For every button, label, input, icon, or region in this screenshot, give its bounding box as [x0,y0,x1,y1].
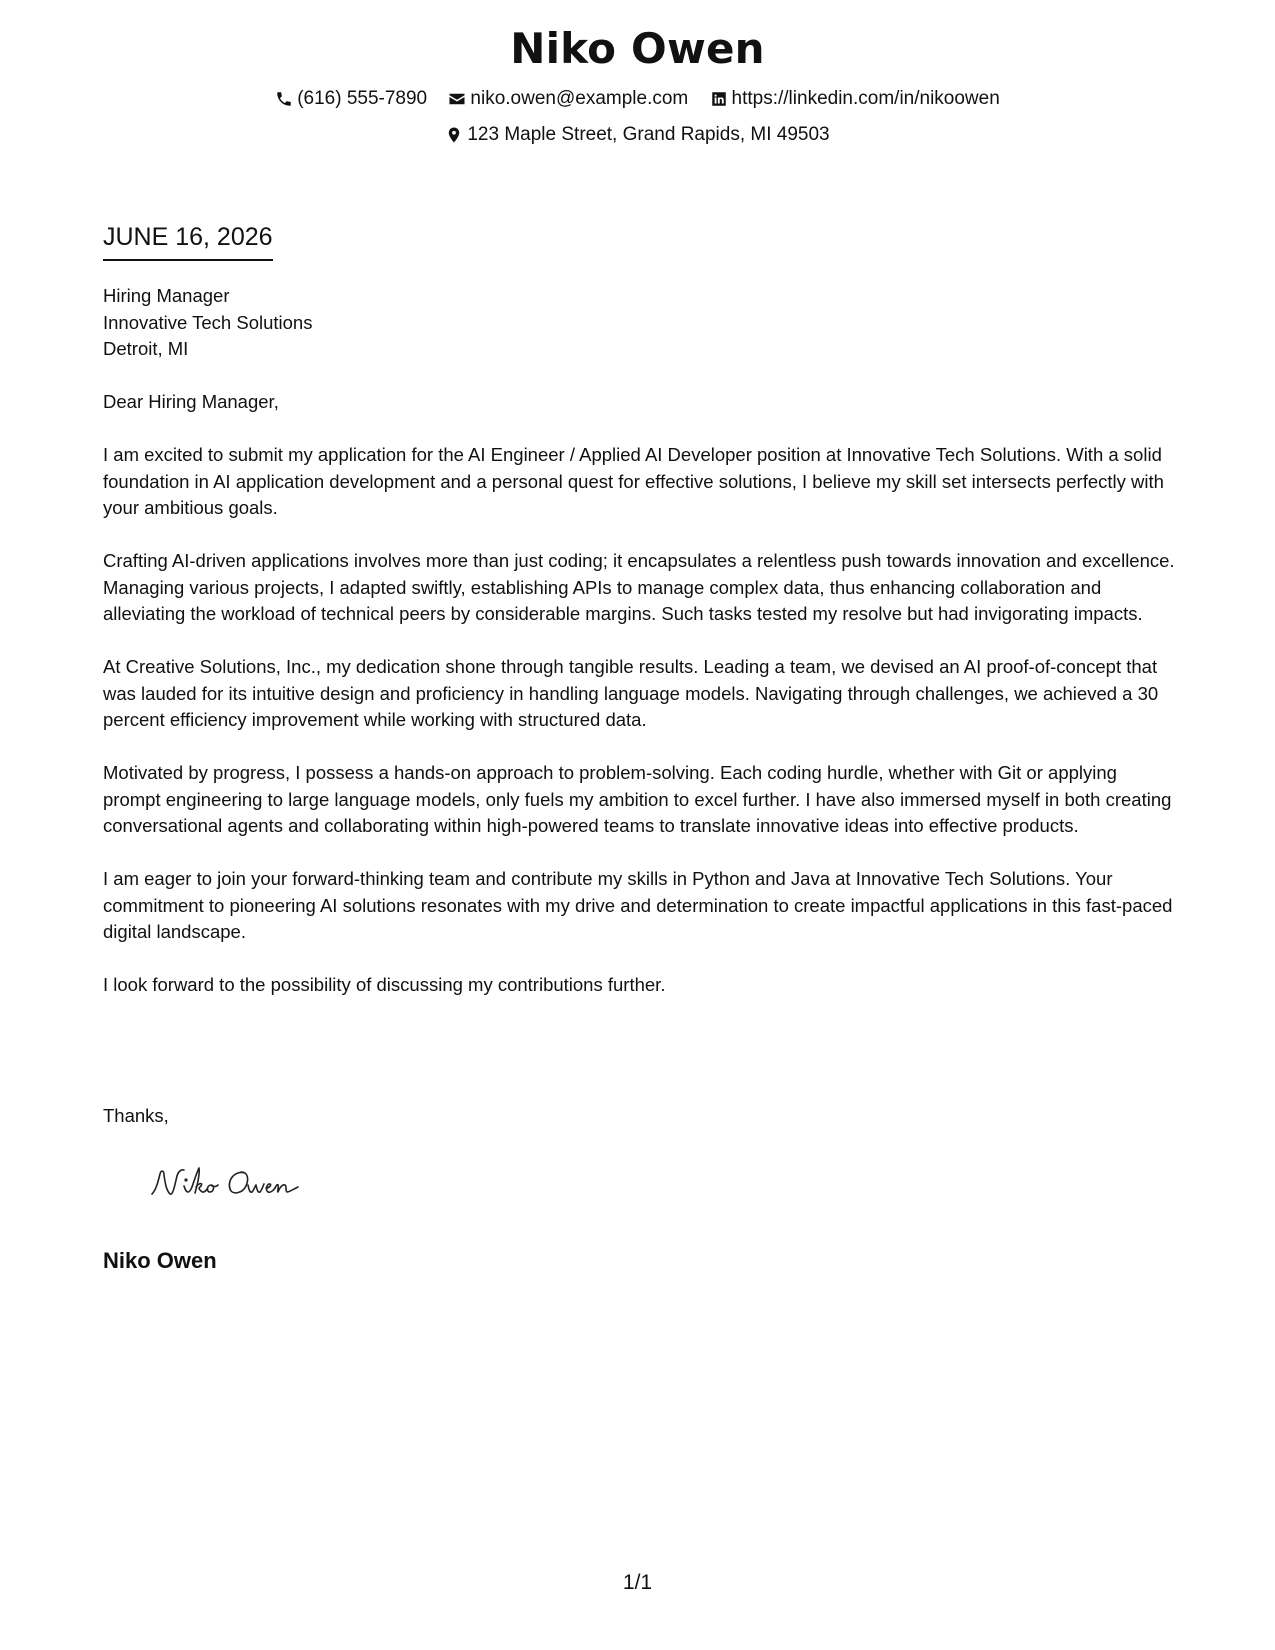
recipient-block [103,283,1178,363]
body-paragraph: I am excited to submit my application for the AI Engineer / Applied AI Developer position at Innovative Tech Solutions. With a solid foundation in AI application development and a personal quest for effective solutions, I believe my skill set intersects perfectly with your ambitious goals. [103,444,1164,518]
body-paragraph: I look forward to the possibility of discussing my contributions further. [103,974,666,995]
contact-phone [275,88,427,110]
letter-body [103,283,1178,1025]
contact-address [445,124,829,146]
map-marker-icon [445,126,463,144]
recipient-title: Hiring Manager [103,285,230,306]
recipient-company: Innovative Tech Solutions [103,311,313,333]
letter-header [0,18,1275,150]
page-number: 1/1 [622,1571,653,1594]
phone-icon [275,90,293,108]
linkedin-link[interactable]: https://linkedin.com/in/nikoowen [731,88,1000,109]
body-paragraph: At Creative Solutions, Inc., my dedication shone through tangible results. Leading a team, we devised an AI proof-of-concept that was lauded for its intuitive design and proficiency in handling language models. Navigating through challenges, we achieved a 30 percent efficiency improvement while working with structured data. [103,656,1159,730]
contact-email[interactable] [448,88,688,110]
letter-date: JUNE 16, 2026 [103,222,273,261]
contact-linkedin[interactable] [710,88,1000,110]
recipient-location: Detroit, MI [103,338,189,359]
salutation: Dear Hiring Manager, [103,391,279,412]
linkedin-icon [710,90,728,108]
body-paragraph: I am eager to join your forward-thinking team and contribute my skills in Python and Java at Innovative Tech Solutions. Your commitment to pioneering AI solutions resonates with my drive and determination to create impactful applications in this fast-paced digital landscape. [103,868,1173,942]
applicant-name: Niko Owen [510,24,765,73]
email-link[interactable]: niko.owen@example.com [470,88,689,109]
signer-name: Niko Owen [103,1248,217,1273]
address-text: 123 Maple Street, Grand Rapids, MI 49503 [467,124,830,145]
handwritten-signature [148,1160,323,1210]
closing: Thanks, [103,1105,169,1126]
phone-text: (616) 555-7890 [297,88,428,109]
contact-line-primary [0,88,1275,114]
envelope-icon [448,90,466,108]
contact-line-address [0,124,1275,150]
body-paragraph: Motivated by progress, I possess a hands-on approach to problem-solving. Each coding hurdle, whether with Git or applying prompt engineering to large language models, only fuels my ambition to excel further. I have also immersed myself in both creating conversational agents and collaborating within high-powered teams to translate innovative ideas into effective products. [103,762,1172,836]
body-paragraph: Crafting AI-driven applications involves more than just coding; it encapsulates a relentless push towards innovation and excellence. Managing various projects, I adapted swiftly, establishing APIs to manage complex data, thus enhancing collaboration and alleviating the workload of technical peers by considerable margins. Such tasks tested my resolve but had invigorating impacts. [103,550,1175,624]
